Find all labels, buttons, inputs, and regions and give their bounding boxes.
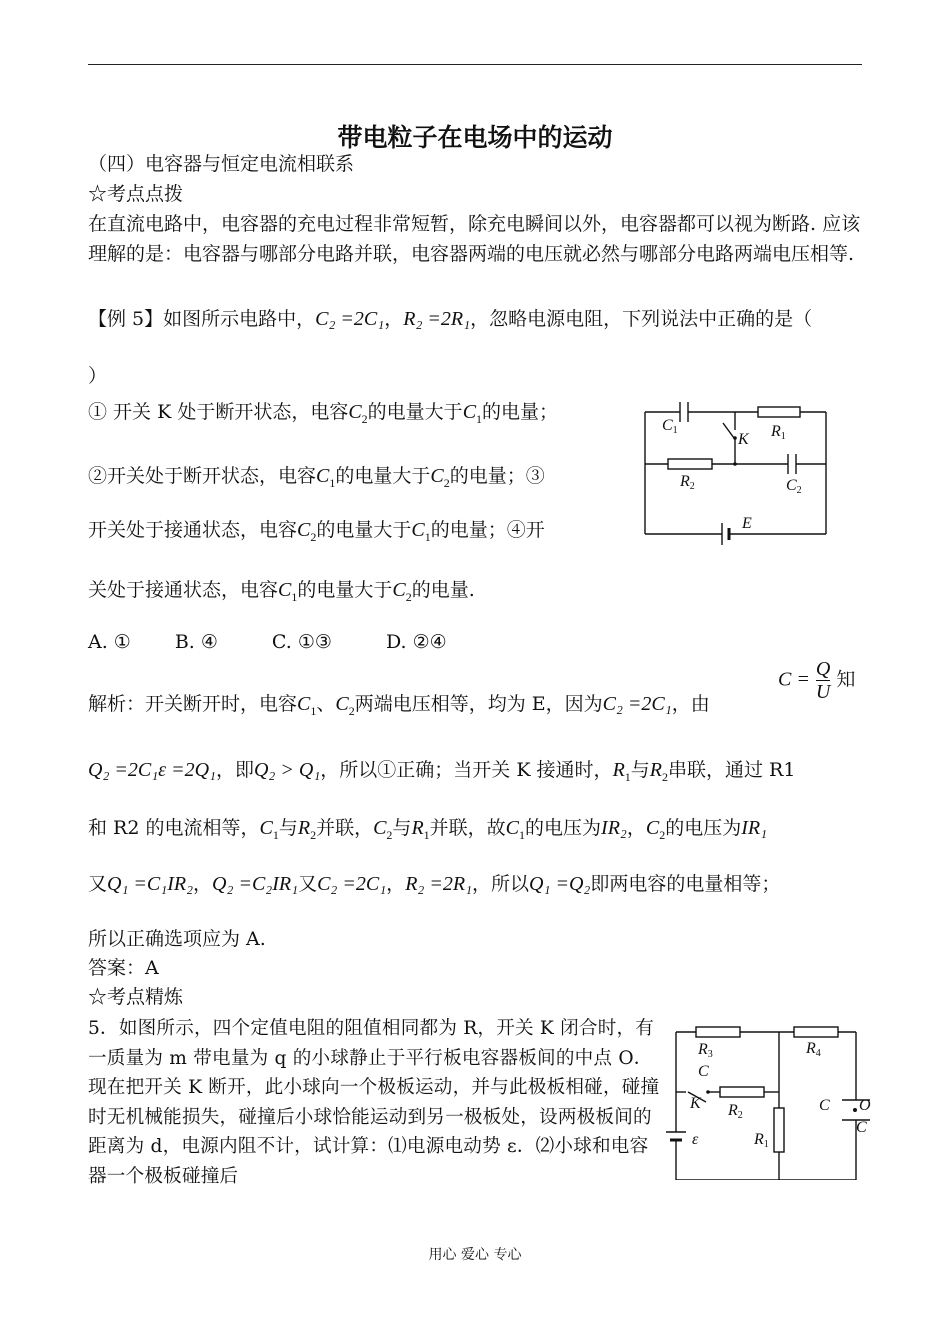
practice-heading: ☆考点精炼 [88, 986, 184, 1008]
section-heading: （四）电容器与恒定电流相联系 [88, 153, 355, 175]
statement-1: ① 开关 K 处于断开状态，电容$C_2$的电量大于$C_1$的电量； [88, 401, 559, 426]
label-r2: R2 [680, 473, 695, 492]
capacitance-formula: C = $\frac{Q}{U}$ 知 [778, 658, 856, 703]
analysis-line-3: 和 R2 的电流相等，$C_1$与$R_2$并联，$C_2$与$R_1$并联，故$C_1$的电压为IR₂，$C_2$的电压为IR₁ [88, 817, 768, 842]
analysis-line-4: 又Q₁ =C₁IR₂，Q₂ =C₂IR₁又C₂ =2C₁，R₂ =2R₁，所以Q₁ =Q₂即两电容的电量相等； [88, 873, 781, 895]
answer-line: 答案：A [88, 957, 159, 979]
label-r1b: R1 [754, 1131, 769, 1150]
circuit-diagram-problem5 [664, 1020, 874, 1180]
label-k: K [738, 431, 749, 448]
circuit-diagram-example5 [640, 398, 840, 558]
page-footer: 用心 爱心 专心 [428, 1247, 522, 1263]
option-c: C. ①③ [271, 631, 332, 653]
example-close: ） [88, 365, 108, 387]
statement-4: 关处于接通状态，电容$C_1$的电量大于$C_2$的电量. [88, 579, 475, 604]
label-c1: C1 [662, 417, 678, 436]
statement-3: 开关处于接通状态，电容$C_2$的电量大于$C_1$的电量；④开 [88, 519, 545, 544]
label-e: E [742, 515, 752, 532]
page-title: 带电粒子在电场中的运动 [337, 123, 613, 152]
statement-2: ②开关处于断开状态，电容$C_1$的电量大于$C_2$的电量；③ [88, 465, 545, 490]
label-c-left: C [819, 1097, 830, 1114]
point-heading: ☆考点点拨 [88, 183, 184, 205]
analysis-conclusion: 所以正确选项应为 A. [88, 928, 266, 950]
answer-options [88, 628, 447, 656]
option-b: B. ④ [174, 631, 218, 653]
label-k2: K [690, 1095, 701, 1112]
label-o: O [859, 1097, 871, 1114]
point-text: 在直流电路中，电容器的充电过程非常短暂，除充电瞬间以外，电容器都可以视为断路. 应该理解的是：电容器与哪部分电路并联，电容器两端的电压就必然与哪部分电路两端电压相等. [88, 213, 861, 265]
label-r3: R3 [698, 1041, 713, 1060]
problem-5-text: 5．如图所示，四个定值电阻的阻值相同都为 R，开关 K 闭合时，有一质量为 m 带电量为 q 的小球静止于平行板电容器板间的中点 O．现在把开关 K 断开，此小球向一个极板运动，并与此极板相碰，碰撞时无机械能损失，碰撞后小球恰能运动到另一极板处，设两极板间的距离为 d，电源内阻不计，试计算：⑴电源电动势 ε．⑵小球和电容器一个极板碰撞后 [88, 1018, 660, 1187]
analysis-line-2: Q₂ =2C₁ε =2Q₁，即Q₂ > Q₁，所以①正确；当开关 K 接通时，$R_1$与$R_2$串联，通过 R1 [88, 759, 796, 784]
label-r1: R1 [771, 423, 786, 442]
option-a: A. ① [88, 631, 131, 653]
label-r4: R4 [806, 1040, 821, 1059]
label-r2b: R2 [728, 1102, 743, 1121]
option-d: D. ②④ [385, 631, 447, 653]
label-c-top: C [698, 1063, 709, 1080]
example-statement: 【例 5】如图所示电路中，C₂ =2C₁，R₂ =2R₁，忽略电源电阻，下列说法中正确的是（ [88, 308, 813, 330]
label-c-right: C [856, 1119, 867, 1136]
analysis-line-1: 解析：开关断开时，电容$C_1$、$C_2$两端电压相等，均为 E，因为C₂ =2C₁，由 [88, 693, 710, 718]
header-rule [88, 64, 862, 65]
label-c2: C2 [786, 477, 802, 496]
label-eps: ε [692, 1131, 699, 1148]
